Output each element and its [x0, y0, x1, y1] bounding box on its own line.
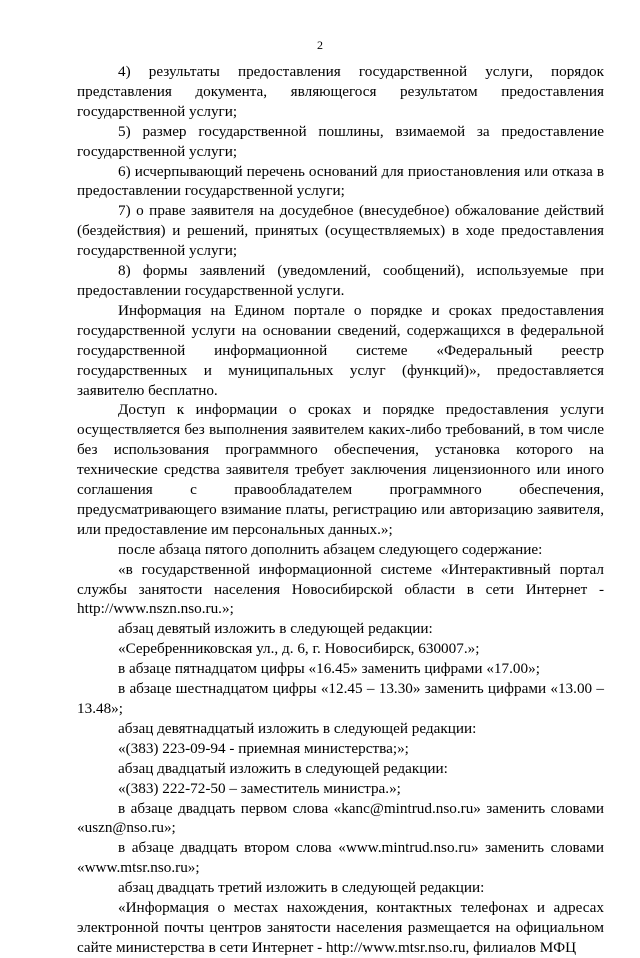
paragraph: 5) размер государственной пошлины, взимаемой за предоставление государственной услуги; [77, 122, 604, 160]
page-number: 2 [317, 38, 323, 52]
paragraph: 8) формы заявлений (уведомлений, сообщений), используемые при предоставлении государственной услуги. [77, 262, 604, 299]
paragraph: 7) о праве заявителя на досудебное (внесудебное) обжалование действий (бездействия) и решений, принятых (осуществляемых) в ходе предоставления государственной услуги; [77, 202, 604, 260]
paragraph: в абзаце пятнадцатом цифры «16.45» заменить цифрами «17.00»; [118, 660, 540, 678]
paragraph: абзац двадцать третий изложить в следующей редакции: [118, 879, 485, 897]
paragraph: абзац девятый изложить в следующей редакции: [118, 620, 433, 638]
document-body [77, 62, 604, 958]
paragraph: «Серебренниковская ул., д. 6, г. Новосибирск, 630007.»; [118, 640, 480, 658]
paragraph: абзац двадцатый изложить в следующей редакции: [118, 759, 448, 777]
paragraph: «Информация о местах нахождения, контактных телефонах и адресах электронной почты центров занятости населения размещается на официальном сайте министерства в сети Интернет - http://www.mtsr.nso.ru, филиалов МФЦ [77, 899, 604, 956]
paragraph: 4) результаты предоставления государственной услуги, порядок представления документа, являющегося результатом предоставления государственной услуги; [77, 63, 604, 120]
paragraph: «в государственной информационной системе «Интерактивный портал службы занятости населения Новосибирской области в сети Интернет - http://www.nszn.nso.ru.»; [77, 560, 604, 618]
paragraph: «(383) 223-09-94 - приемная министерства;»; [118, 739, 409, 757]
paragraph: после абзаца пятого дополнить абзацем следующего содержание: [118, 540, 543, 558]
paragraph: 6) исчерпывающий перечень оснований для приостановления или отказа в предоставлении государственной услуги; [77, 162, 604, 200]
paragraph: в абзаце двадцать первом слова «kanc@mintrud.nso.ru» заменить словами «uszn@nso.ru»; [77, 799, 604, 837]
paragraph: «(383) 222-72-50 – заместитель министра.»; [118, 779, 401, 797]
paragraph: Доступ к информации о сроках и порядке предоставления услуги осуществляется без выполнения заявителем каких-либо требований, в том числе без использования программного обеспечения, установка которого на технические средства заявителя требует заключения лицензионного или иного соглашения с правообладателем программного обеспечения, предусматривающего взимание платы, регистрацию или авторизацию заявителя, или предоставление им персональных данных.»; [77, 401, 604, 538]
paragraph: Информация на Едином портале о порядке и сроках предоставления государственной услуги на основании сведений, содержащихся в федеральной государственной информационной системе «Федеральный реестр государственных и муниципальных услуг (функций)», предоставляется заявителю бесплатно. [77, 301, 604, 399]
paragraph: в абзаце шестнадцатом цифры «12.45 – 13.30» заменить цифрами «13.00 – 13.48»; [77, 680, 604, 717]
paragraph: в абзаце двадцать втором слова «www.mintrud.nso.ru» заменить словами «www.mtsr.nso.ru»; [77, 839, 604, 877]
paragraph: абзац девятнадцатый изложить в следующей редакции: [118, 719, 477, 737]
